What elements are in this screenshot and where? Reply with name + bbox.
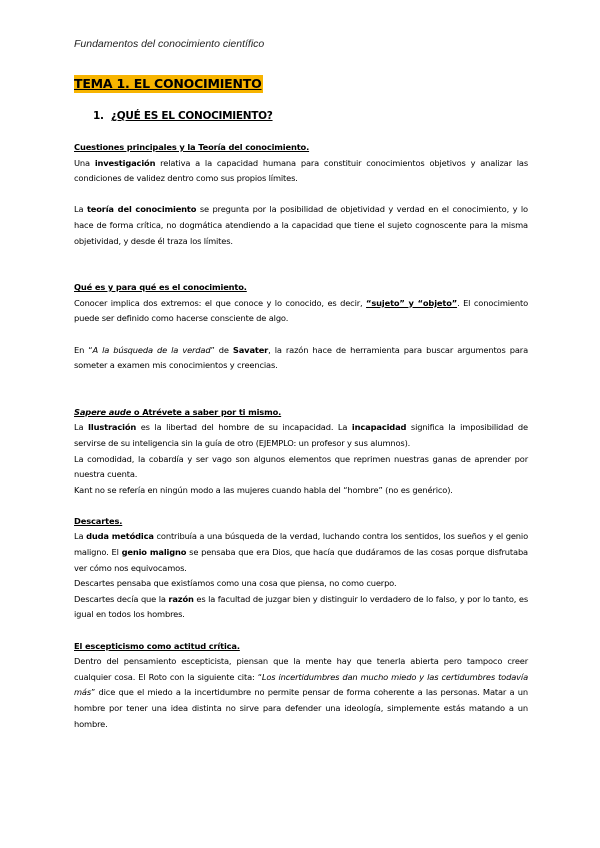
section-heading xyxy=(93,110,273,122)
subsection-heading: Cuestiones principales y la Teoría del conocimiento. xyxy=(74,142,310,152)
paragraph: Una investigación relativa a la capacidad humana para constituir conocimientos objetivos y analizar las condiciones de validez dentro como sus propios límites. xyxy=(74,157,528,184)
paragraph: Descartes pensaba que existíamos como una cosa que piensa, no como cuerpo. xyxy=(74,578,397,589)
paragraph: Conocer implica dos extremos: el que conoce y lo conocido, es decir, “sujeto” y “objeto”. El conocimiento puede ser definido como hacerse consciente de algo. xyxy=(74,297,528,324)
paragraph: Dentro del pensamiento escepticista, piensan que la mente hay que tenerla abierta pero tampoco creer cualquier cosa. El Roto con la siguiente cita: “Los incertidumbres dan mucho miedo y las certidumbres todavía más” dice que el miedo a la incertidumbre no permite pensar de forma coherente a las personas. Matar a un hombre por tener una idea distinta no sirve para defender una ideología, simplemente estás matando a un hombre. xyxy=(74,656,529,729)
document-body xyxy=(74,140,528,732)
subsection-heading: Qué es y para qué es el conocimiento. xyxy=(74,282,247,293)
subsection-heading: Descartes. xyxy=(74,515,123,526)
section-heading-text: ¿QUÉ ES EL CONOCIMIENTO? xyxy=(111,110,273,122)
subsection-heading: Sapere aude o Atrévete a saber por ti mismo. xyxy=(74,406,282,417)
paragraph: La Ilustración es la libertad del hombre de su incapacidad. La incapacidad significa la imposibilidad de servirse de su inteligencia sin la guía de otro (EJEMPLO: un profesor y sus alumnos). xyxy=(74,422,528,448)
paragraph: Descartes decía que la razón es la facultad de juzgar bien y distinguir lo verdadero de lo falso, y por lo tanto, es igual en todos los hombres. xyxy=(74,593,529,620)
page-title: TEMA 1. EL CONOCIMIENTO xyxy=(74,76,262,91)
paragraph: La comodidad, la cobardía y ser vago son algunos elementos que reprimen nuestras ganas de aprender por nuestra cuenta. xyxy=(74,453,528,480)
section-number: 1. xyxy=(93,110,104,122)
running-header: Fundamentos del conocimiento científico xyxy=(74,38,265,50)
paragraph: En “A la búsqueda de la verdad” de Savater, la razón hace de herramienta para buscar argumentos para someter a examen mis conocimientos y creencias. xyxy=(74,344,529,371)
subsection-heading: El escepticismo como actitud crítica. xyxy=(74,640,240,651)
paragraph: La duda metódica contribuía a una búsqueda de la verdad, luchando contra los sentidos, los sueños y el genio maligno. El genio maligno se pensaba que era Dios, que hacía que dudáramos de las cosas porque disfrutaba ver cómo nos equivocamos. xyxy=(74,531,528,573)
paragraph: Kant no se refería en ningún modo a las mujeres cuando habla del “hombre” (no es genérico). xyxy=(74,484,453,495)
paragraph: La teoría del conocimiento se pregunta por la posibilidad de objetividad y verdad en el conocimiento, y lo hace de forma crítica, no dogmática atendiendo a la capacidad que tiene el sujeto cognoscente para la misma objetividad, y desde él traza los límites. xyxy=(74,204,528,246)
